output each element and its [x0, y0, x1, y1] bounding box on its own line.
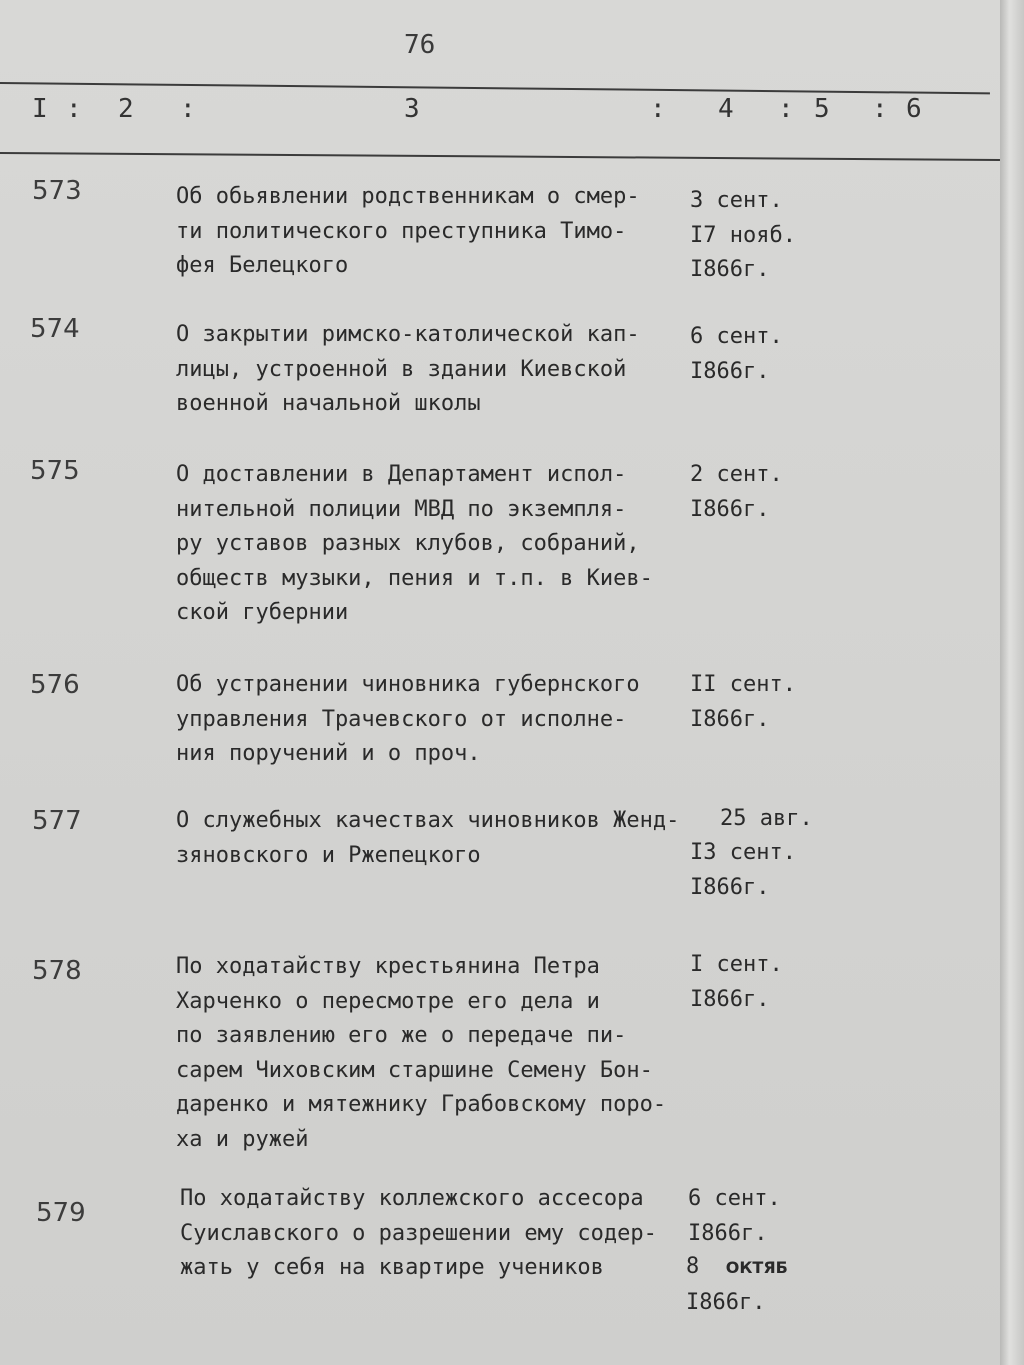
entry-number: 575	[30, 456, 80, 486]
entry-description: О служебных качествах чиновников Женд- зяновского и Ржепецкого	[176, 808, 680, 868]
entry-description: По ходатайству крестьянина Петра Харченко о пересмотре его дела и по заявлению его же о передаче пи- сарем Чиховским старшине Семену Бон- даренко и мятежнику Грабовскому поро- ха и ружей	[176, 954, 667, 1152]
entry-number: 578	[32, 956, 82, 986]
page-edge	[1000, 0, 1024, 1365]
column-separator: :	[778, 94, 794, 124]
column-separator: :	[180, 94, 196, 124]
column-header-6: 6	[906, 94, 922, 124]
entry-number: 576	[30, 670, 80, 700]
date-stamp: ОКТЯБ	[725, 1258, 788, 1277]
entry-number: 574	[30, 314, 80, 344]
entry-description: О доставлении в Департамент испол- нительной полиции МВД по экземпля- ру уставов разных клубов, собраний, обществ музыки, пения и т.п. в Киев- ской губернии	[176, 462, 653, 625]
entry-dates: 8 ОКТЯБ I866г.	[686, 1254, 788, 1315]
entry-dates: 3 сент. I7 нояб. I866г.	[690, 188, 796, 282]
entry-dates: 25 авг.	[720, 806, 813, 831]
column-header-2: 2	[118, 94, 134, 124]
entry-description: По ходатайству коллежского ассесора Суиславского о разрешении ему содер- жать у себя на квартире учеников	[180, 1186, 657, 1280]
entry-dates: 6 сент. I866г.	[688, 1186, 781, 1246]
entry-dates: 2 сент. I866г.	[690, 462, 783, 522]
entry-description: Об устранении чиновника губернского управления Трачевского от исполне- ния поручений и о проч.	[176, 672, 640, 766]
column-header-4: 4	[718, 94, 734, 124]
entry-dates: II сент. I866г.	[690, 672, 796, 732]
entry-number: 577	[32, 806, 82, 836]
column-separator: :	[650, 94, 666, 124]
column-separator: :	[66, 94, 82, 124]
entry-description: Об обьявлении родственникам о смер- ти политического преступника Тимо- фея Белецкого	[176, 184, 640, 278]
column-header-5: 5	[814, 94, 830, 124]
entry-number: 573	[32, 176, 82, 206]
entry-dates: I сент. I866г.	[690, 952, 783, 1012]
column-header-3: 3	[404, 94, 420, 124]
page-number: 76	[404, 30, 436, 60]
column-separator: :	[872, 94, 888, 124]
entry-dates: I3 сент. I866г.	[690, 840, 796, 900]
column-header-1: I	[32, 94, 48, 124]
entry-dates: 6 сент. I866г.	[690, 324, 783, 384]
entry-description: О закрытии римско-католической кап- лицы, устроенной в здании Киевской военной начальной школы	[176, 322, 640, 416]
entry-number: 579	[36, 1198, 86, 1228]
bleed-through-text	[170, 290, 676, 314]
